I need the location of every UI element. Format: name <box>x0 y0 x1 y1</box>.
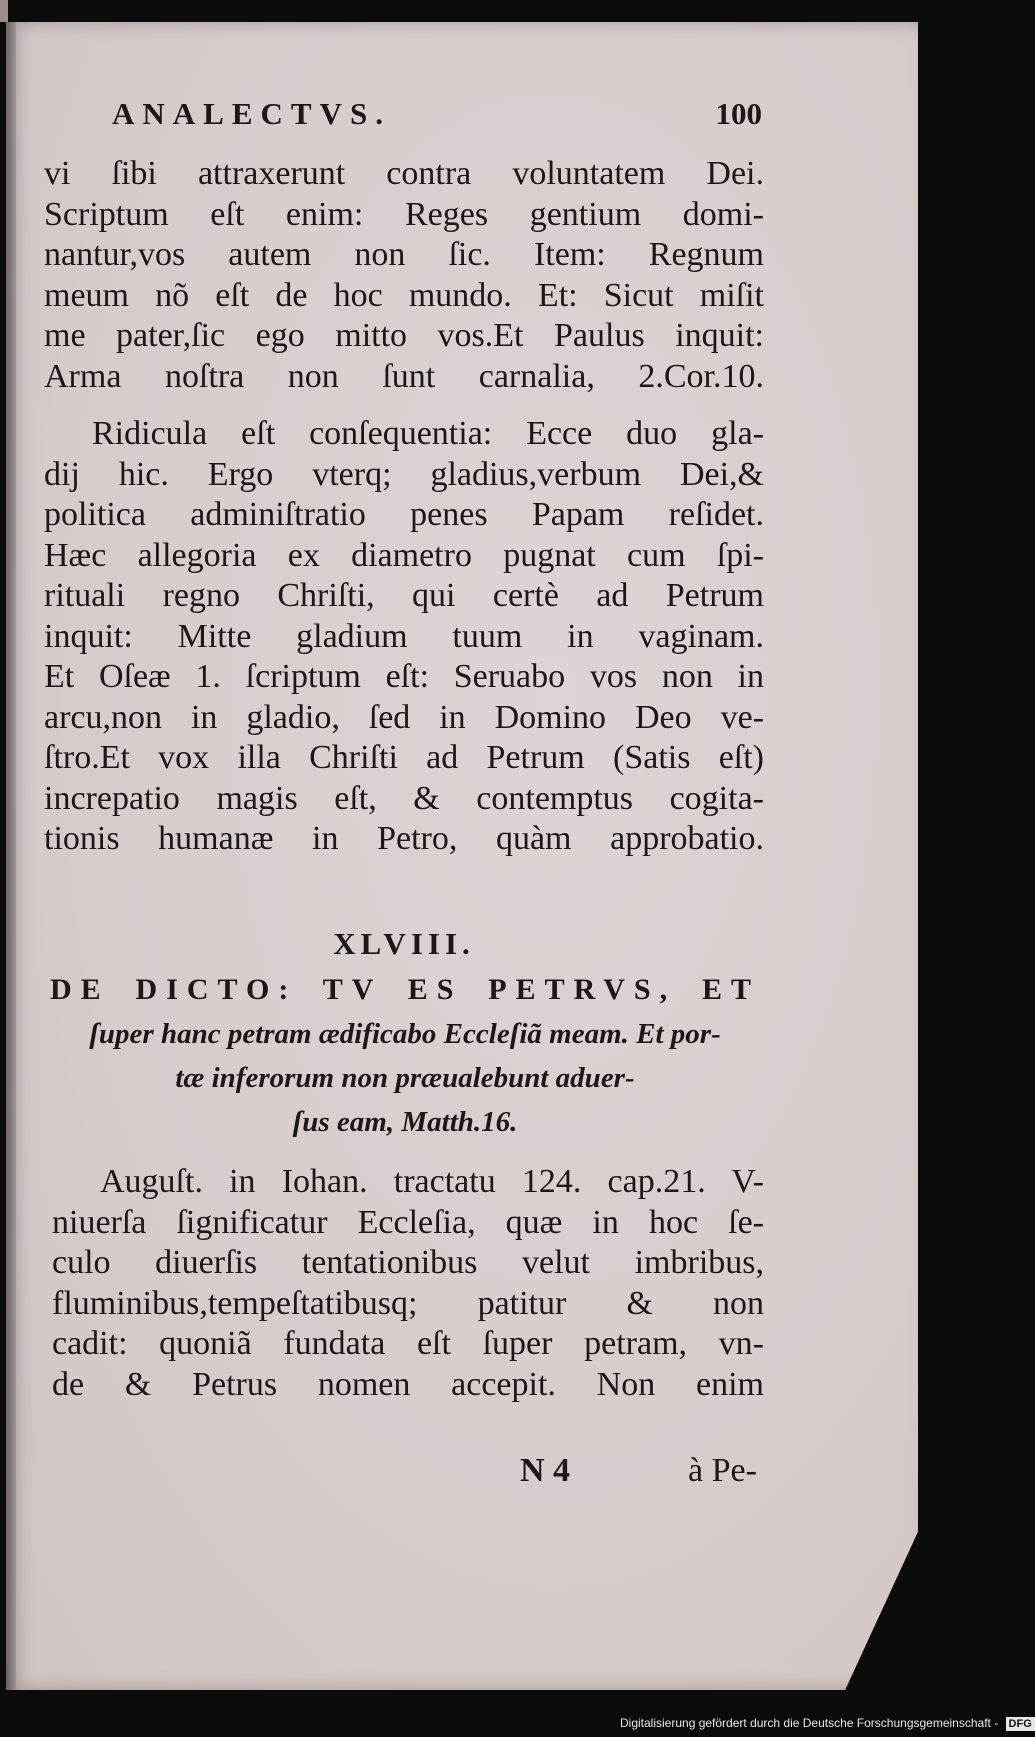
text-line: Et Oſeæ 1. ſcriptum eſt: Seruabo vos non in <box>44 658 764 695</box>
text-line: dij hic. Ergo vterq; gladius,verbum Dei,& <box>44 455 764 493</box>
section-title-line: tæ inferorum non præualebunt aduer- <box>175 1062 635 1094</box>
credit-text: Digitalisierung gefördert durch die Deutsche Forschungsgemeinschaft - <box>620 1716 999 1730</box>
section-title <box>50 968 760 1144</box>
text-line: Arma noſtra non ſunt carnalia, 2.Cor.10. <box>44 357 764 395</box>
text-line: fluminibus,tempeſtatibusq; patitur & non <box>52 1284 764 1322</box>
text-line: ſtro.Et vox illa Chriſti ad Petrum (Satis eſt) <box>44 739 764 776</box>
text-line: Scriptum eſt enim: Reges gentium domi- <box>44 195 764 233</box>
text-line: culo diuerſis tentationibus velut imbribus, <box>52 1244 764 1281</box>
text-line: Ridicula eſt conſequentia: Ecce duo gla- <box>92 415 764 452</box>
section-title-caps: DE DICTO: TV ES PETRVS, ET <box>50 973 760 1006</box>
folio-number: 100 <box>715 96 762 131</box>
text-line: Hæc allegoria ex diametro pugnat cum ſpi- <box>44 536 764 574</box>
signature-mark: N 4 <box>520 1452 571 1489</box>
section-number: XLVIII. <box>333 926 475 961</box>
page-spine-shadow <box>6 22 16 1690</box>
text-line: de & Petrus nomen accepit. Non enim <box>52 1365 764 1403</box>
text-line: tionis humanæ in Petro, quàm approbatio. <box>44 820 764 857</box>
paragraph-3 <box>52 1162 764 1405</box>
paragraph-2 <box>44 414 764 860</box>
page-corner-tab <box>0 0 8 22</box>
dfg-logo: DFG <box>1006 1717 1035 1731</box>
catchword: à Pe- <box>688 1452 757 1489</box>
text-line: increpatio magis eſt, & contemptus cogita- <box>44 779 764 817</box>
text-line: inquit: Mitte gladium tuum in vaginam. <box>44 617 764 655</box>
section-title-line: ſus eam, Matth.16. <box>292 1106 518 1138</box>
section-title-line: ſuper hanc petram ædificabo Eccleſiã meam. Et por- <box>89 1018 721 1050</box>
text-line: vi ſibi attraxerunt contra voluntatem Dei. <box>44 155 764 192</box>
text-line: cadit: quoniã fundata eſt ſuper petram, vn- <box>52 1325 764 1362</box>
text-line: rituali regno Chriſti, qui certè ad Petrum <box>44 577 764 614</box>
text-line: arcu,non in gladio, ſed in Domino Deo ve- <box>44 698 764 736</box>
text-line: nantur,vos autem non ſic. Item: Regnum <box>44 236 764 273</box>
text-line: Auguſt. in Iohan. tractatu 124. cap.21. V- <box>100 1163 764 1200</box>
text-line: meum nõ eſt de hoc mundo. Et: Sicut miſit <box>44 276 764 314</box>
text-line: me pater,ſic ego mitto vos.Et Paulus inquit: <box>44 317 764 354</box>
running-title: ANALECTVS. <box>112 96 391 131</box>
text-line: politica adminiſtratio penes Papam reſidet. <box>44 496 764 533</box>
paragraph-1 <box>44 154 764 397</box>
digitization-credit <box>620 1716 1032 1731</box>
text-line: niuerſa ſignificatur Eccleſia, quæ in hoc ſe- <box>52 1203 764 1241</box>
